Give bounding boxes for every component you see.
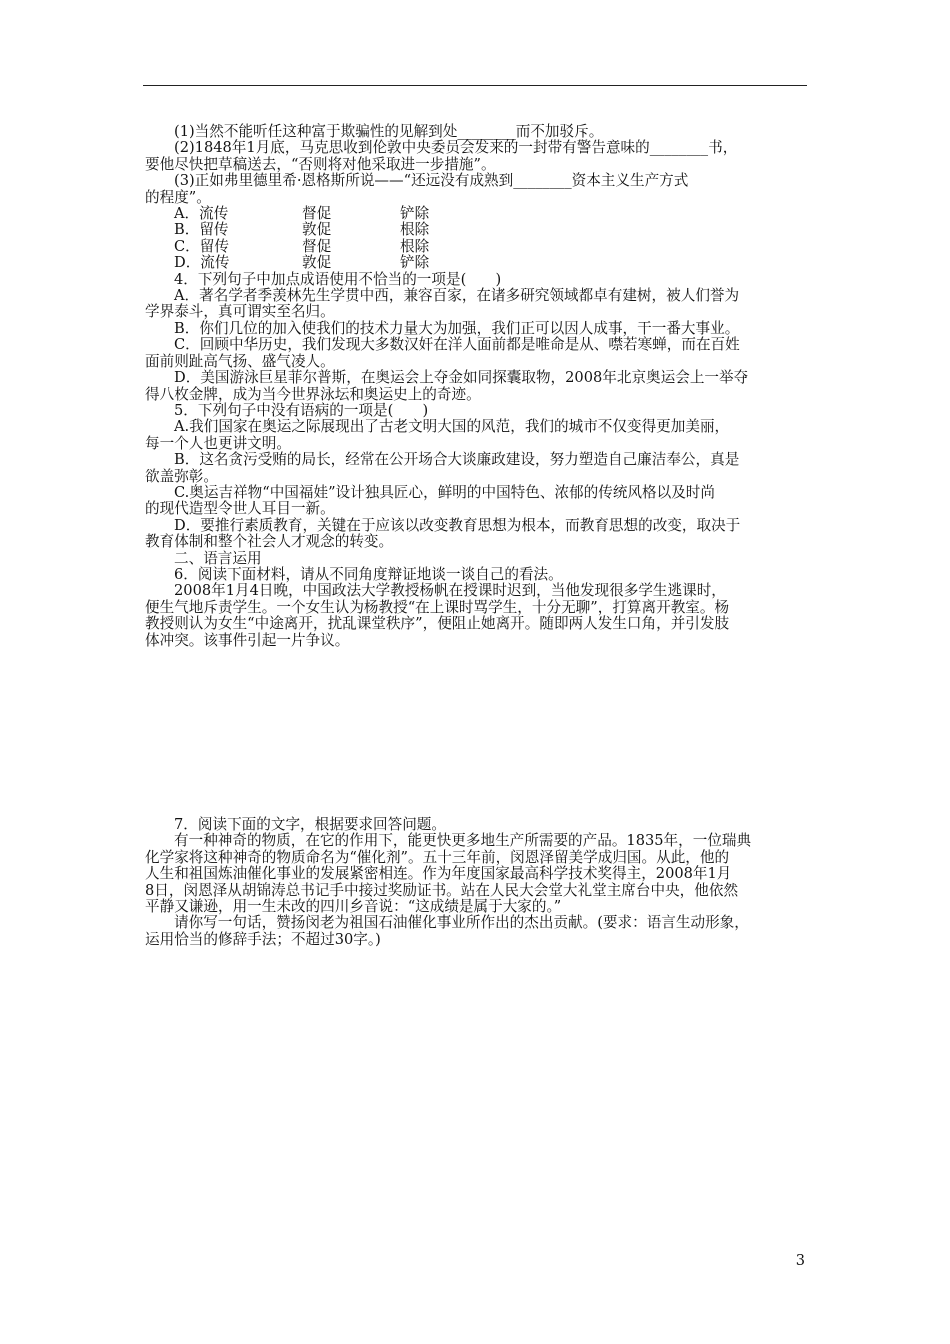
- q6-material-line-1: 2008年1月4日晚，中国政法大学教授杨帆在授课时迟到，当他发现很多学生逃课时，: [174, 582, 726, 600]
- option-word-3: 铲除: [400, 205, 430, 223]
- q5-option-b-line-1: B．这名贪污受贿的局长，经常在公开场合大谈廉政建设，努力塑造自己廉洁奉公，真是: [174, 451, 740, 469]
- q7-stem: 7．阅读下面的文字，根据要求回答问题。: [174, 816, 446, 833]
- q7-requirement-line-2: 运用恰当的修辞手法；不超过30字。): [145, 930, 381, 948]
- q4-option-b: B．你们几位的加入使我们的技术力量大为加强，我们正可以因人成事，干一番大事业。: [174, 319, 740, 337]
- q7-passage-line-3: 人生和祖国炼油催化事业的发展紧密相连。作为年度国家最高科学技术奖得主，2008年1月: [145, 865, 732, 883]
- option-word-1: D．流传: [174, 254, 230, 272]
- page-number: 3: [795, 1252, 805, 1269]
- option-word-3: 根除: [400, 237, 430, 255]
- option-word-3: 根除: [400, 221, 430, 239]
- answer-space: [145, 649, 807, 817]
- q7-passage-line-2: 化学家将这种神奇的物质命名为“催化剂”。五十三年前，闵恩泽留美学成归国。从此，他的: [145, 848, 730, 866]
- q6-stem: 6．阅读下面材料，请从不同角度辩证地谈一谈自己的看法。: [174, 565, 563, 583]
- q4-option-d-line-1: D．美国游泳巨星菲尔普斯，在奥运会上夺金如同探囊取物，2008年北京奥运会上一举夺: [174, 369, 749, 387]
- q4-option-a-line-1: A．著名学者季羡林先生学贯中西，兼容百家，在诸多研究领域都卓有建树，被人们誉为: [174, 287, 740, 305]
- q5-option-a-line-1: A.我们国家在奥运之际展现出了古老文明大国的风范，我们的城市不仅变得更加美丽，: [174, 418, 730, 436]
- q5-stem: 5．下列句子中没有语病的一项是( ): [174, 401, 429, 419]
- q4-stem: 4．下列句子中加点成语使用不恰当的一项是( ): [174, 270, 502, 288]
- option-word-1: B．留传: [174, 221, 229, 239]
- q7-passage-line-5: 平静又谦逊，用一生未改的四川乡音说：“这成绩是属于大家的。”: [145, 898, 562, 916]
- q4-option-c-line-1: C．回顾中华历史，我们发现大多数汉奸在洋人面前都是唯命是从、噤若寒蝉，而在百姓: [174, 336, 740, 354]
- option-word-1: C．留传: [174, 237, 229, 255]
- document-body: [145, 124, 807, 948]
- q6-material-line-4: 体冲突。该事件引起一片争议。: [145, 631, 350, 649]
- q5-option-d-line-1: D．要推行素质教育，关键在于应该以改变教育思想为根本，而教育思想的改变，取决于: [174, 516, 741, 534]
- option-word-3: 铲除: [400, 254, 430, 272]
- q4-option-d-line-2: 得八枚金牌，成为当今世界泳坛和奥运史上的奇迹。: [145, 385, 481, 403]
- option-word-1: A．流传: [174, 205, 229, 223]
- q5-option-a-line-2: 每一个人也更讲文明。: [145, 434, 291, 452]
- q5-option-d-line-2: 教育体制和整个社会人才观念的转变。: [145, 533, 394, 551]
- q3-sentence-3a: (3)正如弗里德里希·恩格斯所说——“还远没有成熟到________资本主义生产方式: [174, 172, 689, 190]
- option-word-2: 敦促: [302, 221, 332, 239]
- q3-option-d: [145, 255, 807, 271]
- q3-sentence-1: (1)当然不能听任这种富于欺骗性的见解到处________而不加驳斥。: [174, 123, 604, 140]
- q5-option-c-line-1: C.奥运吉祥物“中国福娃”设计独具匠心，鲜明的中国特色、浓郁的传统风格以及时尚: [174, 483, 715, 501]
- q4-option-c-line-2: 面前则趾高气扬、盛气凌人。: [145, 352, 335, 370]
- q6-material-line-2: 便生气地斥责学生。一个女生认为杨教授“在上课时骂学生，十分无聊”，打算离开教室。杨: [145, 598, 730, 616]
- section-heading: 二、语言运用: [174, 549, 262, 567]
- q3-sentence-3b: 的程度”。: [145, 188, 211, 206]
- header-rule: [143, 85, 807, 86]
- q5-option-b-line-2: 欲盖弥彰。: [145, 467, 218, 485]
- q5-option-c-line-2: 的现代造型令世人耳目一新。: [145, 500, 335, 518]
- option-word-2: 督促: [302, 237, 332, 255]
- q3-option-c: [145, 239, 807, 255]
- q3-option-a: [145, 206, 807, 222]
- q3-sentence-2b: 要他尽快把草稿送去，“否则将对他采取进一步措施”。: [145, 155, 496, 173]
- q4-option-a-line-2: 学界泰斗，真可谓实至名归。: [145, 303, 335, 321]
- q3-sentence-2a: (2)1848年1月底，马克思收到伦敦中央委员会发来的一封带有警告意味的________书，: [174, 139, 738, 157]
- q7-requirement-line-1: 请你写一句话，赞扬闵老为祖国石油催化事业所作出的杰出贡献。(要求：语言生动形象，: [174, 914, 749, 932]
- q6-material-line-3: 教授则认为女生“中途离开，扰乱课堂秩序”，便阻止她离开。随即两人发生口角，并引发肢: [145, 615, 730, 633]
- option-word-2: 督促: [302, 205, 332, 223]
- q3-option-b: [145, 222, 807, 238]
- option-word-2: 敦促: [302, 254, 332, 272]
- q7-passage-line-4: 8日，闵恩泽从胡锦涛总书记手中接过奖励证书。站在人民大会堂大礼堂主席台中央，他依然: [145, 881, 739, 899]
- q7-passage-line-1: 有一种神奇的物质，在它的作用下，能更快更多地生产所需要的产品。1835年，一位瑞典: [174, 832, 752, 850]
